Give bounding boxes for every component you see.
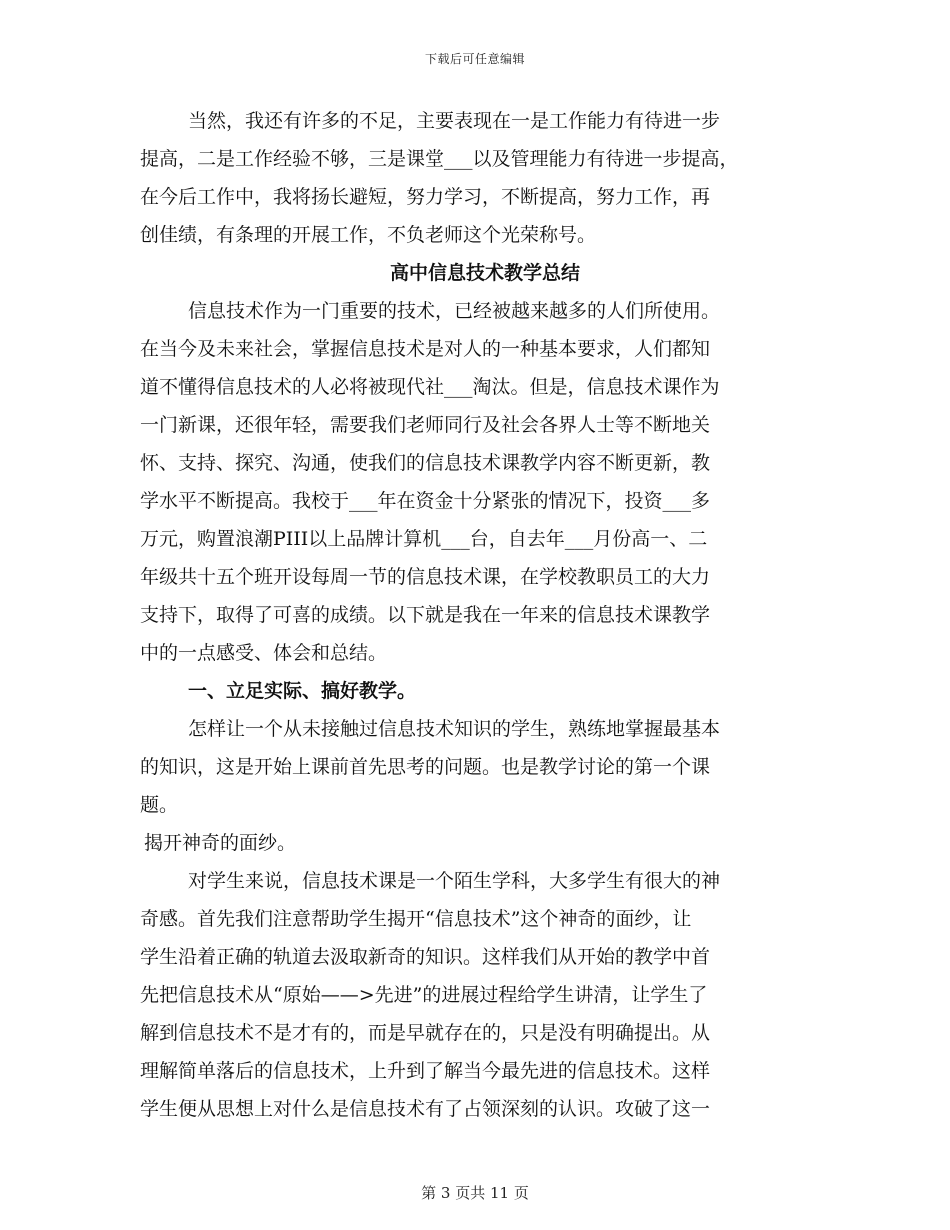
text-line: 在今后工作中，我将扬长避短，努力学习，不断提高，努力工作，再 [140,186,711,208]
text-line: 学水平不断提高。我校于___年在资金十分紧张的情况下，投资___多 [140,490,711,512]
text-line: 的知识，这是开始上课前首先思考的问题。也是教学讨论的第一个课 [140,756,711,778]
text-line: 在当今及未来社会，掌握信息技术是对人的一种基本要求，人们都知 [140,338,711,360]
text-line: 理解简单落后的信息技术，上升到了解当今最先进的信息技术。这样 [140,1060,711,1082]
text-line: 对学生来说，信息技术课是一个陌生学科，大多学生有很大的神 [188,870,721,892]
text-line: 信息技术作为一门重要的技术，已经被越来越多的人们所使用。 [188,300,721,322]
document-body [140,102,820,1128]
text-line: 当然，我还有许多的不足，主要表现在一是工作能力有待进一步 [188,110,721,132]
text-line: 怀、支持、探究、沟通，使我们的信息技术课教学内容不断更新，教 [140,452,711,474]
subsection-heading: 一、立足实际、搞好教学。 [188,680,417,702]
text-line: 年级共十五个班开设每周一节的信息技术课，在学校教职员工的大力 [140,566,711,588]
text-line: 学生沿着正确的轨道去汲取新奇的知识。这样我们从开始的教学中首 [140,946,711,968]
text-line: 创佳绩，有条理的开展工作，不负老师这个光荣称号。 [140,224,597,246]
text-line: 题。 [140,794,179,816]
text-line: 奇感。首先我们注意帮助学生揭开“信息技术”这个神奇的面纱，让 [140,908,692,930]
text-line: 中的一点感受、体会和总结。 [140,642,388,664]
text-line: 先把信息技术从“原始——>先进”的进展过程给学生讲清，让学生了 [140,984,708,1006]
text-line: 一门新课，还很年轻，需要我们老师同行及社会各界人士等不断地关 [140,414,711,436]
text-line: 解到信息技术不是才有的，而是早就存在的，只是没有明确提出。从 [140,1022,711,1044]
text-line: 万元，购置浪潮PIII以上品牌计算机___台，自去年___月份高一、二 [140,528,708,550]
page-footer: 第 3 页共 11 页 [421,1184,529,1202]
page-header: 下载后可任意编辑 [424,52,525,66]
text-line: 道不懂得信息技术的人必将被现代社___淘汰。但是，信息技术课作为 [140,376,720,398]
text-line: 揭开神奇的面纱。 [144,832,297,854]
text-line: 提高，二是工作经验不够，三是课堂___以及管理能力有待进一步提高， [140,148,739,170]
text-line: 支持下，取得了可喜的成绩。以下就是我在一年来的信息技术课教学 [140,604,711,626]
section-title: 高中信息技术教学总结 [389,262,580,284]
text-line: 学生便从思想上对什么是信息技术有了占领深刻的认识。攻破了这一 [140,1098,711,1120]
text-line: 怎样让一个从未接触过信息技术知识的学生，熟练地掌握最基本 [188,718,721,740]
